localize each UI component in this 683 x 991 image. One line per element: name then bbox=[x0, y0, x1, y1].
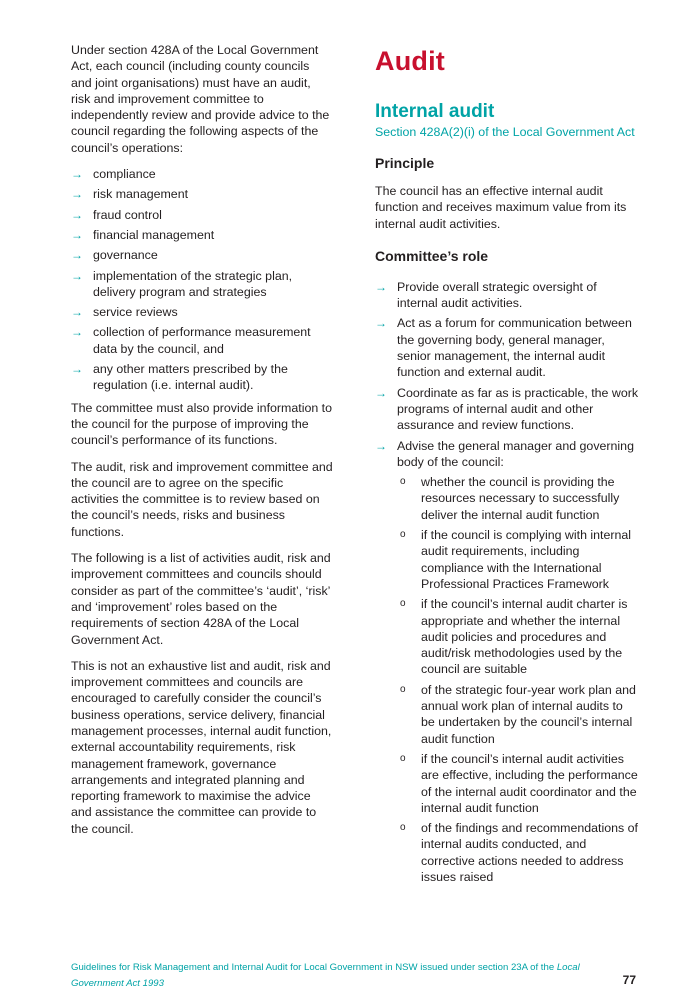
list-item: → collection of performance measurement data by the council, and bbox=[71, 325, 311, 356]
intro-paragraph: Under section 428A of the Local Government Act, each council (including county councils and joint organisations) must have an audit, risk and improvement committee to independently review and provide advice to the council regarding the following aspects of the council’s operations: bbox=[71, 43, 330, 155]
paragraph-committee-info: The committee must also provide information to the council for the purpose of improving the council’s performance of its functions. bbox=[71, 400, 333, 448]
advice-sublist bbox=[397, 474, 640, 885]
paragraph-not-exhaustive: This is not an exhaustive list and audit, risk and improvement committees and councils are encouraged to carefully consider the council’s business operations, service delivery, financial management processes, internal audit function, external accountability requirements, risk management framework, governance arrangements and integrated planning and reporting framework to maximise the advice and assistance the committee can provide to the council. bbox=[71, 658, 332, 836]
list-item: o of the strategic four-year work plan and annual work plan of internal audits to be undertaken by the council’s internal audit function bbox=[400, 682, 636, 746]
section-reference: Section 428A(2)(i) of the Local Government Act bbox=[375, 125, 635, 139]
right-column bbox=[375, 44, 640, 889]
committee-role-list bbox=[375, 279, 640, 885]
list-item: → any other matters prescribed by the regulation (i.e. internal audit). bbox=[71, 362, 288, 393]
list-item: → compliance bbox=[71, 167, 156, 182]
circle-bullet-icon: o bbox=[400, 476, 406, 488]
arrow-right-icon: → bbox=[71, 362, 83, 377]
arrow-right-icon: → bbox=[375, 279, 387, 294]
circle-bullet-icon: o bbox=[400, 598, 406, 610]
arrow-right-icon: → bbox=[71, 325, 83, 340]
circle-bullet-icon: o bbox=[400, 683, 406, 695]
footer-text: Guidelines for Risk Management and Internal Audit for Local Government in NSW issued under section 23A of the bbox=[71, 962, 557, 973]
list-item: o of the findings and recommendations of internal audits conducted, and corrective actions needed to address issues raised bbox=[400, 821, 638, 884]
arrow-right-icon: → bbox=[71, 305, 83, 320]
list-item: o whether the council is providing the resources necessary to successfully deliver the internal audit function bbox=[400, 475, 620, 522]
list-item: → Provide overall strategic oversight of internal audit activities. bbox=[375, 279, 597, 311]
arrow-right-icon: → bbox=[71, 207, 83, 222]
arrow-right-icon: → bbox=[375, 385, 387, 400]
principle-heading: Principle bbox=[375, 155, 435, 171]
list-item: → implementation of the strategic plan, delivery program and strategies bbox=[71, 268, 293, 299]
paragraph-activities-list: The following is a list of activities audit, risk and improvement committees and councils should consider as part of the committee’s ‘audit’, ‘risk’ and ‘improvement’ roles based on the requirements of section 428A of the Local Government Act. bbox=[71, 551, 331, 647]
list-item: o if the council is complying with internal audit requirements, including compliance with the International Professional Practices Framework bbox=[400, 528, 632, 591]
list-item: → service reviews bbox=[71, 305, 178, 320]
list-item: o if the council’s internal audit activities are effective, including the performance of the internal audit coordinator and the internal audit function bbox=[400, 751, 638, 815]
page-number: 77 bbox=[622, 973, 636, 987]
list-item: → governance bbox=[71, 248, 158, 263]
circle-bullet-icon: o bbox=[400, 752, 406, 764]
aspects-list bbox=[71, 166, 333, 394]
circle-bullet-icon: o bbox=[400, 529, 406, 541]
list-item: → Act as a forum for communication between the governing body, general manager, senior management, the internal audit function and external audit. bbox=[375, 316, 632, 380]
arrow-right-icon: → bbox=[71, 268, 83, 283]
list-item: → fraud control bbox=[71, 207, 162, 222]
footer-act-title: Local Government Act 1993 bbox=[71, 962, 580, 989]
paragraph-agree-activities: The audit, risk and improvement committee and the council are to agree on the specific activities the committee is to review based on the council’s needs, risks and business functions. bbox=[71, 459, 333, 539]
committee-role-heading: Committee’s role bbox=[375, 247, 489, 264]
list-item: → financial management bbox=[71, 227, 215, 242]
footer-citation bbox=[71, 960, 631, 991]
arrow-right-icon: → bbox=[71, 227, 83, 242]
arrow-right-icon: → bbox=[375, 316, 387, 331]
arrow-right-icon: → bbox=[71, 248, 83, 263]
left-column bbox=[71, 42, 333, 847]
arrow-right-icon: → bbox=[71, 167, 83, 182]
page-title: Audit bbox=[375, 46, 445, 76]
arrow-right-icon: → bbox=[71, 187, 83, 202]
list-item: → risk management bbox=[71, 187, 189, 202]
list-item: → Advise the general manager and governing body of the council: o whether the council is providing the resources necessary to successfully deliver the internal audit function o if the council is complying with internal audit requirements, including compliance with the International Professional Practices Framework o if the council’s internal audit charter is appropriate and whether the internal audit policies and procedures and audit/risk methodologies used by the council are suitable o of the strategic four-year work plan and annual work plan of internal audits to be undertaken by the council’s internal audit function o if the council’s internal audit activities are effective, including the performance of the internal audit coordinator and the internal audit function o of the findings and recommendations of internal audits conducted, and corrective actions needed to address issues raised bbox=[375, 438, 640, 886]
principle-text: The council has an effective internal audit function and receives maximum value from its internal audit activities. bbox=[375, 184, 627, 231]
arrow-right-icon: → bbox=[375, 438, 387, 453]
circle-bullet-icon: o bbox=[400, 822, 406, 834]
section-title: Internal audit bbox=[375, 101, 495, 122]
list-item: → Coordinate as far as is practicable, the work programs of internal audit and other assurance and review functions. bbox=[375, 385, 639, 433]
list-item: o if the council’s internal audit charter is appropriate and whether the internal audit policies and procedures and audit/risk methodologies used by the council are suitable bbox=[400, 597, 628, 677]
